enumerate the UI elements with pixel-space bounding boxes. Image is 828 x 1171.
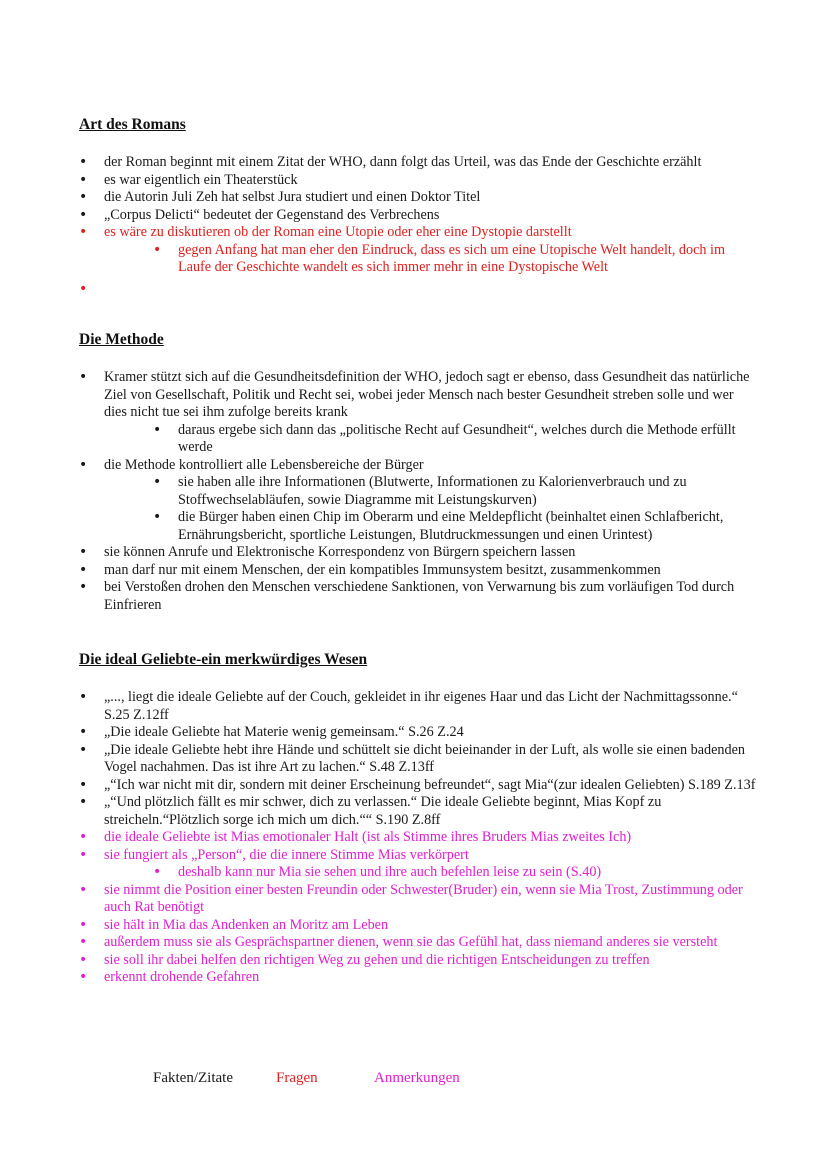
list-item: • „Corpus Delicti“ bedeutet der Gegenstand des Verbrechens	[79, 207, 759, 225]
sub-list-item: • die Bürger haben einen Chip im Oberarm und eine Meldepflicht (beinhaltet einen Schlafbericht, Ernährungsbericht, sportliche Leistungen, Blutdruckmessungen und einen Urintest)	[153, 509, 759, 544]
list-item: • sie hält in Mia das Andenken an Moritz am Leben	[79, 917, 759, 935]
legend-remarks: Anmerkungen	[374, 1070, 460, 1086]
heading-die-ideal-geliebte: Die ideal Geliebte-ein merkwürdiges Wesen	[79, 651, 368, 668]
list-item: • sie fungiert als „Person“, die die innere Stimme Mias verkörpert • deshalb kann nur Mia sie sehen und ihre auch befehlen leise zu sein (S.40)	[79, 847, 759, 882]
list-item: • der Roman beginnt mit einem Zitat der WHO, dann folgt das Urteil, was das Ende der Geschichte erzählt	[79, 154, 759, 172]
list-art-des-romans	[79, 154, 759, 298]
legend-questions: Fragen	[276, 1070, 318, 1086]
list-item: • „“Und plötzlich fällt es mir schwer, dich zu verlassen.“ Die ideale Geliebte beginnt, Mias Kopf zu streicheln.“Plötzlich sorge ich mich um dich.““ S.190 Z.8ff	[79, 794, 759, 829]
sub-list-item: • deshalb kann nur Mia sie sehen und ihre auch befehlen leise zu sein (S.40)	[153, 864, 759, 882]
heading-die-methode: Die Methode	[79, 331, 164, 348]
list-item: • es war eigentlich ein Theaterstück	[79, 172, 759, 190]
list-item: • „Die ideale Geliebte hebt ihre Hände und schüttelt sie dicht beieinander in der Luft, als wolle sie einen badenden Vogel nachahmen. Das ist ihre Art zu lachen.“ S.48 Z.13ff	[79, 742, 759, 777]
sub-list-item: • gegen Anfang hat man eher den Eindruck, dass es sich um eine Utopische Welt handelt, doch im Laufe der Geschichte wandelt es sich immer mehr in eine Dystopische Welt	[153, 242, 759, 277]
list-item: • bei Verstoßen drohen den Menschen verschiedene Sanktionen, von Verwarnung bis zum vorläufigen Tod durch Einfrieren	[79, 579, 759, 614]
list-item: • sie soll ihr dabei helfen den richtigen Weg zu gehen und die richtigen Entscheidungen zu treffen	[79, 952, 759, 970]
color-legend	[0, 1070, 828, 1090]
list-item: • „“Ich war nicht mit dir, sondern mit deiner Erscheinung befreundet“, sagt Mia“(zur idealen Geliebten) S.189 Z.13f	[79, 777, 759, 795]
list-item: • es wäre zu diskutieren ob der Roman eine Utopie oder eher eine Dystopie darstellt • gegen Anfang hat man eher den Eindruck, dass es sich um eine Utopische Welt handelt, doch im Laufe der Geschichte wandelt es sich immer mehr in eine Dystopische Welt	[79, 224, 759, 277]
sub-list-item: • daraus ergebe sich dann das „politische Recht auf Gesundheit“, welches durch die Methode erfüllt werde	[153, 422, 759, 457]
list-item: • außerdem muss sie als Gesprächspartner dienen, wenn sie das Gefühl hat, dass niemand anderes sie versteht	[79, 934, 759, 952]
sub-list-item: • sie haben alle ihre Informationen (Blutwerte, Informationen zu Kalorienverbrauch und zu Stoffwechselabläufen, sowie Diagramme mit Leistungskurven)	[153, 474, 759, 509]
list-item: • „..., liegt die ideale Geliebte auf der Couch, gekleidet in ihr eigenes Haar und das Licht der Nachmittagssonne.“ S.25 Z.12ff	[79, 689, 759, 724]
list-die-ideal-geliebte	[79, 689, 759, 987]
legend-facts: Fakten/Zitate	[153, 1070, 233, 1086]
list-item: • die ideale Geliebte ist Mias emotionaler Halt (ist als Stimme ihres Bruders Mias zweites Ich)	[79, 829, 759, 847]
heading-art-des-romans: Art des Romans	[79, 116, 186, 133]
list-item: • man darf nur mit einem Menschen, der ein kompatibles Immunsystem besitzt, zusammenkommen	[79, 562, 759, 580]
list-die-methode	[79, 369, 759, 614]
list-item: • sie können Anrufe und Elektronische Korrespondenz von Bürgern speichern lassen	[79, 544, 759, 562]
list-item: • erkennt drohende Gefahren	[79, 969, 759, 987]
list-item: • die Autorin Juli Zeh hat selbst Jura studiert und einen Doktor Titel	[79, 189, 759, 207]
list-item: • die Methode kontrolliert alle Lebensbereiche der Bürger • sie haben alle ihre Informationen (Blutwerte, Informationen zu Kalorienverbrauch und zu Stoffwechselabläufen, sowie Diagramme mit Leistungskurven) • die Bürger haben einen Chip im Oberarm und eine Meldepflicht (beinhaltet einen Schlafbericht, Ernährungsbericht, sportliche Leistungen, Blutdruckmessungen und einen Urintest)	[79, 457, 759, 545]
list-item: • sie nimmt die Position einer besten Freundin oder Schwester(Bruder) ein, wenn sie Mia Trost, Zustimmung oder auch Rat benötigt	[79, 882, 759, 917]
empty-list-item	[79, 281, 759, 299]
list-item: • „Die ideale Geliebte hat Materie wenig gemeinsam.“ S.26 Z.24	[79, 724, 759, 742]
list-item: • Kramer stützt sich auf die Gesundheitsdefinition der WHO, jedoch sagt er ebenso, dass Gesundheit das natürliche Ziel von Gesellschaft, Politik und Recht sei, wobei jeder Mensch nach bester Gesundheit streben solle und wer dies nicht tue sei ihm zufolge bereits krank • daraus ergebe sich dann das „politische Recht auf Gesundheit“, welches durch die Methode erfüllt werde	[79, 369, 759, 457]
